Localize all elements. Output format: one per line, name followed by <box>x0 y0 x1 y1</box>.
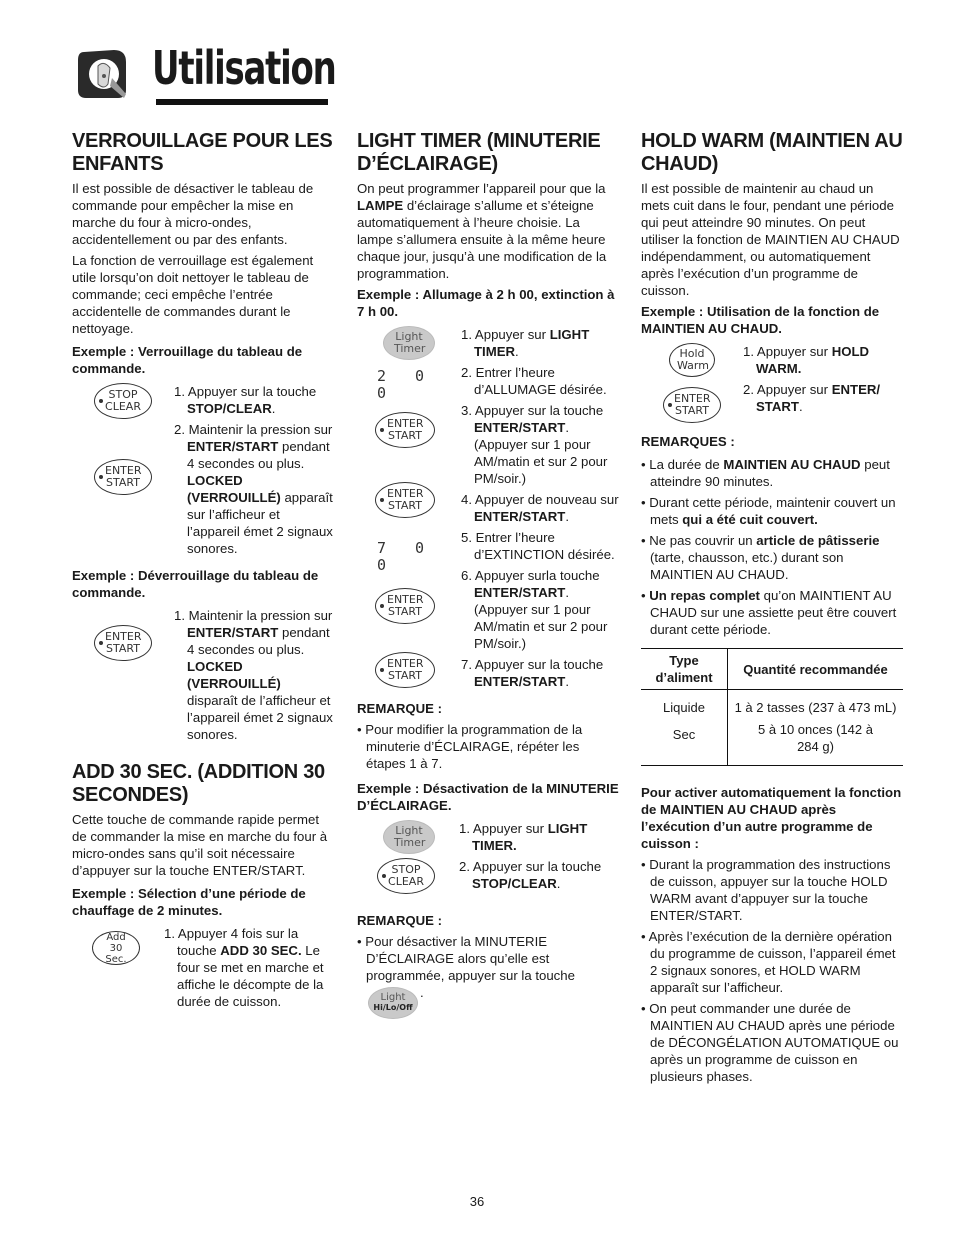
add-30-sec-key[interactable]: Add 30 Sec. <box>92 931 140 965</box>
step-item: 2. Entrer l’heure d’ALLUMAGE désirée. <box>461 365 607 397</box>
step-item: 1. Appuyer sur LIGHT TIMER. <box>461 327 590 359</box>
example-heading: Exemple : Sélection d’une période de chauffage de 2 minutes. <box>72 886 306 918</box>
auto-list <box>641 856 903 1085</box>
quantity-table <box>641 648 903 766</box>
example-heading: Exemple : Utilisation de la fonction de MAINTIEN AU CHAUD. <box>641 304 880 336</box>
stop-clear-key[interactable]: STOP CLEAR <box>94 383 152 419</box>
enter-start-key[interactable]: ENTER START <box>663 387 721 423</box>
paragraph: Il est possible de désactiver le tableau de commande pour empêcher la mise en marche du four à micro-ondes, accidentellement ou par des enfants. <box>72 181 314 247</box>
paragraph: On peut programmer l’appareil pour que la LAMPE d’éclairage s’allume et s’éteigne automatiquement à l’heure choisie. La lampe s’allumera ensuite à la même heure chaque jour, jusqu’à une modification de la programmation. <box>357 181 607 281</box>
enter-start-key[interactable]: ENTER START <box>375 652 435 688</box>
light-timer-key[interactable]: Light Timer <box>383 326 435 360</box>
finger-pressing-icon <box>74 46 130 102</box>
table-cell: 1 à 2 tasses (237 à 473 mL) <box>734 700 897 715</box>
step-item: 2. Appuyer sur ENTER/ START. <box>743 382 881 414</box>
remarques-list <box>641 456 903 638</box>
light-timer-steps <box>357 326 619 696</box>
table-row <box>641 721 903 766</box>
section-heading-child-lock: VERROUILLAGE POUR LES ENFANTS <box>72 130 333 175</box>
enter-start-key[interactable]: ENTER START <box>375 588 435 624</box>
example-heading: Exemple : Verrouillage du tableau de commande. <box>72 344 303 376</box>
paragraph: Il est possible de maintenir au chaud un mets cuit dans le four, pendant une période qui peut atteindre 90 minutes. On peut utiliser la fonction de MAINTIEN AU CHAUD indépendamment, ou automatiquement après l’exécution d’un programme de cuisson. <box>641 181 900 298</box>
step-item: 5. Entrer l’heure d’EXTINCTION désirée. <box>461 530 615 562</box>
list-item: • La durée de MAINTIEN AU CHAUD peut atteindre 90 minutes. <box>641 456 903 490</box>
list-item: • Ne pas couvrir un article de pâtisserie (tarte, chausson, etc.) durant son MAINTIEN AU CHAUD. <box>641 532 903 583</box>
light-hi-lo-off-key[interactable]: Light Hi/Lo/Off <box>368 987 418 1019</box>
list-item: • Durant la programmation des instructions de cuisson, appuyer sur la touche HOLD WARM avant d’appuyer sur la touche ENTER/START. <box>641 856 903 924</box>
title-underline <box>156 99 328 105</box>
example-heading: Exemple : Désactivation de la MINUTERIE D’ÉCLAIRAGE. <box>357 781 619 813</box>
table-cell: Liquide <box>641 690 728 722</box>
list-item: • On peut commander une durée de MAINTIEN AU CHAUD après une période de DÉCONGÉLATION AUTOMATIQUE ou après un programme de cuisson en plusieurs phases. <box>641 1000 903 1085</box>
remarques-title: REMARQUES : <box>641 434 735 449</box>
page-number: 36 <box>469 1194 485 1209</box>
page-title: Utilisation <box>152 41 336 95</box>
display-off-time: 7 0 0 <box>377 539 435 574</box>
display-on-time: 2 0 0 <box>377 367 435 402</box>
column-light-timer <box>357 130 619 1023</box>
step-item: 2. Appuyer sur la touche STOP/CLEAR. <box>459 859 602 891</box>
table-row <box>641 690 903 722</box>
column-child-lock <box>72 130 334 1010</box>
section-heading-add-30: ADD 30 SEC. (ADDITION 30 SECONDES) <box>72 761 325 806</box>
table-header: Quantité recommandée <box>728 649 904 690</box>
remarque-title: REMARQUE : <box>357 913 442 928</box>
list-item: • Durant cette période, maintenir couvert un mets qui a été cuit couvert. <box>641 494 903 528</box>
list-item: • Pour désactiver la MINUTERIE D’ÉCLAIRAGE alors qu’elle est programmée, appuyer sur la touche Light Hi/Lo/Off . <box>357 933 619 1019</box>
step-item: 3. Appuyer sur la touche ENTER/START. (Appuyer sur 1 pour AM/matin et sur 2 pour PM/soir.) <box>461 403 608 486</box>
step-item: 4. Appuyer de nouveau sur ENTER/START. <box>461 492 619 524</box>
lock-steps <box>72 383 334 563</box>
enter-start-key[interactable]: ENTER START <box>94 625 152 661</box>
hold-warm-steps <box>641 343 903 429</box>
section-heading-hold-warm: HOLD WARM (MAINTIEN AU CHAUD) <box>641 130 903 175</box>
table-header: Type d’aliment <box>641 649 728 690</box>
table-cell: Sec <box>641 721 728 766</box>
light-timer-key[interactable]: Light Timer <box>383 820 435 854</box>
example-heading: Exemple : Allumage à 2 h 00, extinction à 7 h 00. <box>357 287 615 319</box>
enter-start-key[interactable]: ENTER START <box>375 482 435 518</box>
example-heading: Exemple : Déverrouillage du tableau de commande. <box>72 568 319 600</box>
list-item: • Après l’exécution de la dernière opération du programme de cuisson, l’appareil émet 2 signaux sonores, et HOLD WARM apparaît sur l’afficheur. <box>641 928 903 996</box>
step-item: 1. Appuyer sur la touche STOP/CLEAR. <box>174 384 317 416</box>
step-item: 1. Appuyer sur HOLD WARM. <box>743 344 870 376</box>
remarque-list <box>357 721 619 772</box>
unlock-steps <box>72 607 334 743</box>
section-heading-light-timer: LIGHT TIMER (MINUTERIE D’ÉCLAIRAGE) <box>357 130 601 175</box>
hold-warm-key[interactable]: Hold Warm <box>669 343 715 377</box>
paragraph: Cette touche de commande rapide permet de commander la mise en marche du four à micro-ondes sans qu’il soit nécessaire d’appuyer sur la touche ENTER/START. <box>72 812 328 878</box>
remarque-title: REMARQUE : <box>357 701 442 716</box>
step-item: 6. Appuyer surla touche ENTER/START. (Appuyer sur 1 pour AM/matin et sur 2 pour PM/soir.) <box>461 568 608 651</box>
auto-hold-warm-heading: Pour activer automatiquement la fonction de MAINTIEN AU CHAUD après l’exécution d’un autre programme de cuisson : <box>641 785 902 851</box>
paragraph: La fonction de verrouillage est également utile lorsqu’on doit nettoyer le tableau de commande; ceci empêche l’entrée accidentelle de commandes durant le nettoyage. <box>72 253 314 336</box>
step-item: 1. Appuyer sur LIGHT TIMER. <box>459 821 588 853</box>
step-item: 1. Maintenir la pression sur ENTER/START pendant 4 secondes ou plus. LOCKED (VERROUILLÉ) disparaît de l’afficheur et l’appareil émet 2 signaux sonores. <box>174 608 333 742</box>
list-item: • Pour modifier la programmation de la minuterie d’ÉCLAIRAGE, répéter les étapes 1 à 7. <box>357 721 619 772</box>
enter-start-key[interactable]: ENTER START <box>94 459 152 495</box>
list-item: • Un repas complet qu’on MAINTIENT AU CHAUD sur une assiette peut être couvert durant cette période. <box>641 587 903 638</box>
step-item: 7. Appuyer sur la touche ENTER/START. <box>461 657 604 689</box>
deactivate-steps <box>357 820 619 902</box>
enter-start-key[interactable]: ENTER START <box>375 412 435 448</box>
stop-clear-key[interactable]: STOP CLEAR <box>377 858 435 894</box>
step-item: 2. Maintenir la pression sur ENTER/START pendant 4 secondes ou plus. LOCKED (VERROUILLÉ) apparaît sur l’afficheur et l’appareil émet 2 signaux sonores. <box>174 422 333 556</box>
step-item: 1. Appuyer 4 fois sur la touche ADD 30 SEC. Le four se met en marche et affiche le décompte de la durée de cuisson. <box>164 926 324 1009</box>
table-cell: 5 à 10 onces (142 à 284 g) <box>758 722 873 754</box>
column-hold-warm <box>641 130 903 1089</box>
remarque-list <box>357 933 619 1019</box>
add30-steps <box>72 925 334 1010</box>
